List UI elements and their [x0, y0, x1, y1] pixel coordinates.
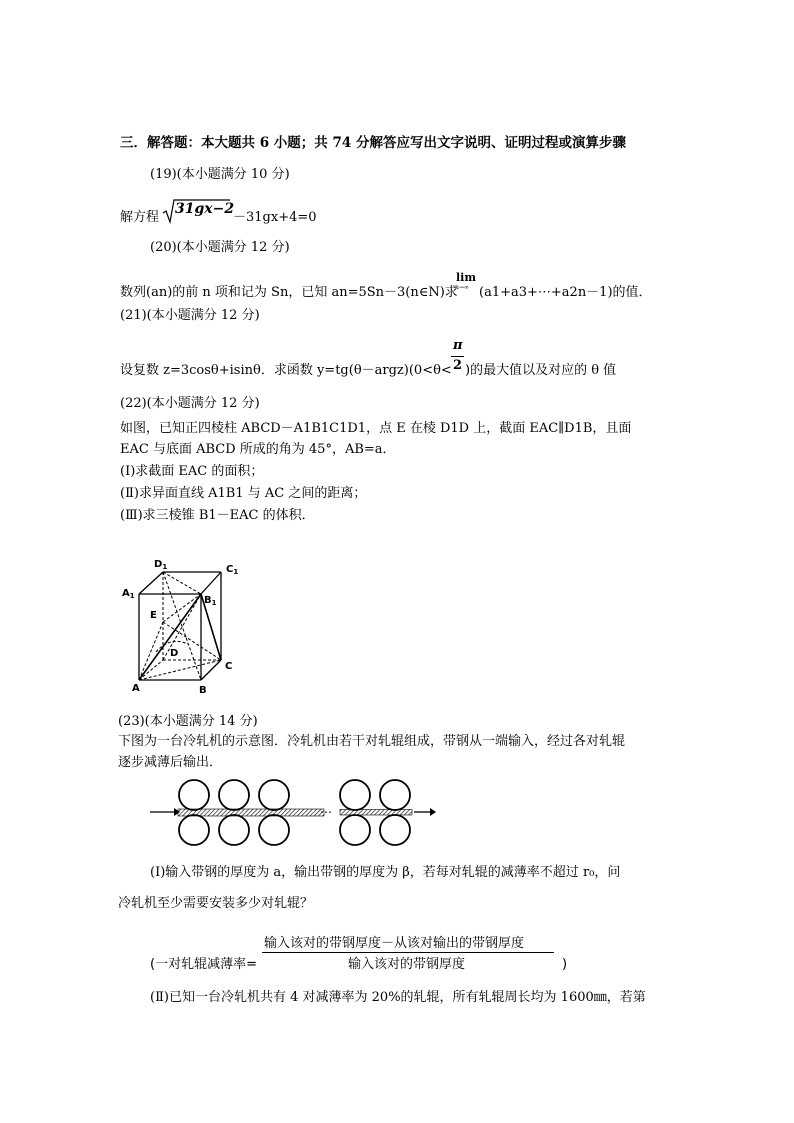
q19-label: (19)(本小题满分 10 分): [150, 167, 290, 182]
q22-part3: (Ⅲ)求三棱锥 B1－EAC 的体积．: [120, 508, 315, 523]
q23-line2: 逐步减薄后输出．: [118, 755, 223, 770]
roller-bottom-5: [380, 815, 410, 845]
roller-bottom-3: [259, 815, 289, 845]
output-arrowhead-icon: [430, 808, 436, 816]
label-b: B: [199, 685, 207, 696]
q23-line1: 下图为一台冷轧机的示意图．冷轧机由若干对轧辊组成，带钢从一端输入，经过各对轧辊: [118, 734, 626, 749]
edge-a1-d1: [139, 572, 163, 594]
q22-part1: (Ⅰ)求截面 EAC 的面积；: [120, 464, 264, 479]
q22-line2: EAC 与底面 ABCD 所成的角为 45°，AB=a．: [120, 442, 396, 457]
lim-subscript: n→∞: [455, 284, 469, 291]
roller-bottom-4: [340, 815, 370, 845]
formula-suffix: ): [562, 957, 568, 972]
prism-figure: [118, 552, 248, 702]
label-b1: $B_1$: [204, 595, 217, 607]
q21-text-before: 设复数 z=3cosθ+isinθ．求函数 y=tg(θ－argz)(0<θ<: [120, 363, 452, 378]
formula-numerator: 输入该对的带钢厚度－从该对输出的带钢厚度: [264, 936, 525, 951]
q21-text-after: )的最大值以及对应的 θ 值: [465, 363, 617, 378]
q23-part2-line1: (Ⅱ)已知一台冷轧机共有 4 对减薄率为 20%的轧辊，所有轧辊周长均为 1600㎜，若第: [150, 990, 646, 1005]
lim-symbol: lim: [456, 271, 476, 284]
formula-prefix: (一对轧辊减薄率=: [150, 957, 257, 972]
roller-top-2: [219, 780, 249, 810]
label-c: C: [225, 661, 233, 672]
label-c1: $C_1$: [226, 564, 239, 576]
q23-part1-line2: 冷轧机至少需要安装多少对轧辊？: [118, 896, 314, 911]
formula-fraction-bar: [262, 952, 554, 953]
q22-part2: (Ⅱ)求异面直线 A1B1 与 AC 之间的距离；: [120, 486, 367, 501]
label-a1: $A_1$: [122, 588, 135, 600]
roller-top-4: [340, 780, 370, 810]
frac-denominator: 2: [453, 358, 463, 373]
q19-prefix: 解方程: [120, 210, 160, 225]
fraction-bar: [451, 356, 464, 357]
edge-b1-c1: [201, 572, 221, 594]
rolling-mill-diagram: [150, 776, 450, 854]
label-a: A: [132, 683, 140, 694]
q21-label: (21)(本小题满分 12 分): [120, 308, 260, 323]
hidden-d-b1: [163, 594, 201, 660]
edge-b-c: [201, 660, 221, 680]
q20-label: (20)(本小题满分 12 分): [150, 240, 290, 255]
formula-denominator: 输入该对的带钢厚度: [348, 957, 466, 972]
steel-strip-left: [178, 809, 324, 816]
roller-bottom-1: [179, 815, 209, 845]
q23-part1-line1: (Ⅰ)输入带钢的厚度为 a，输出带钢的厚度为 β，若每对轧辊的减薄率不超过 r₀，问: [150, 865, 621, 880]
label-e: E: [150, 610, 157, 621]
hidden-d1-b1: [163, 572, 201, 594]
ellipsis-dots: ⋯: [320, 805, 332, 819]
roller-bottom-2: [219, 815, 249, 845]
label-d1: $D_1$: [154, 559, 168, 571]
q19-radicand: 31gx−2: [175, 201, 235, 217]
frac-numerator: π: [453, 338, 463, 353]
hidden-e-b1: [163, 594, 201, 622]
q20-text-before: 数列(an)的前 n 项和记为 Sn，已知 an=5Sn－3(n∈N)求: [120, 285, 458, 300]
roller-top-1: [179, 780, 209, 810]
edge-a-b1: [139, 594, 201, 680]
section-heading: 三．解答题：本大题共 6 小题；共 74 分解答应写出文字说明、证明过程或演算步骤: [120, 135, 626, 151]
label-d: D: [170, 648, 179, 659]
q23-label: (23)(本小题满分 14 分): [118, 714, 258, 729]
roller-top-3: [259, 780, 289, 810]
q19-suffix: －31gx+4=0: [233, 210, 317, 225]
q22-label: (22)(本小题满分 12 分): [120, 396, 260, 411]
roller-top-5: [380, 780, 410, 810]
q22-line1: 如图，已知正四棱柱 ABCD－A1B1C1D1，点 E 在棱 D1D 上，截面 EAC∥D1B，且面: [120, 421, 632, 436]
q20-text-after: (a1+a3+⋯+a2n－1)的值．: [479, 285, 652, 300]
